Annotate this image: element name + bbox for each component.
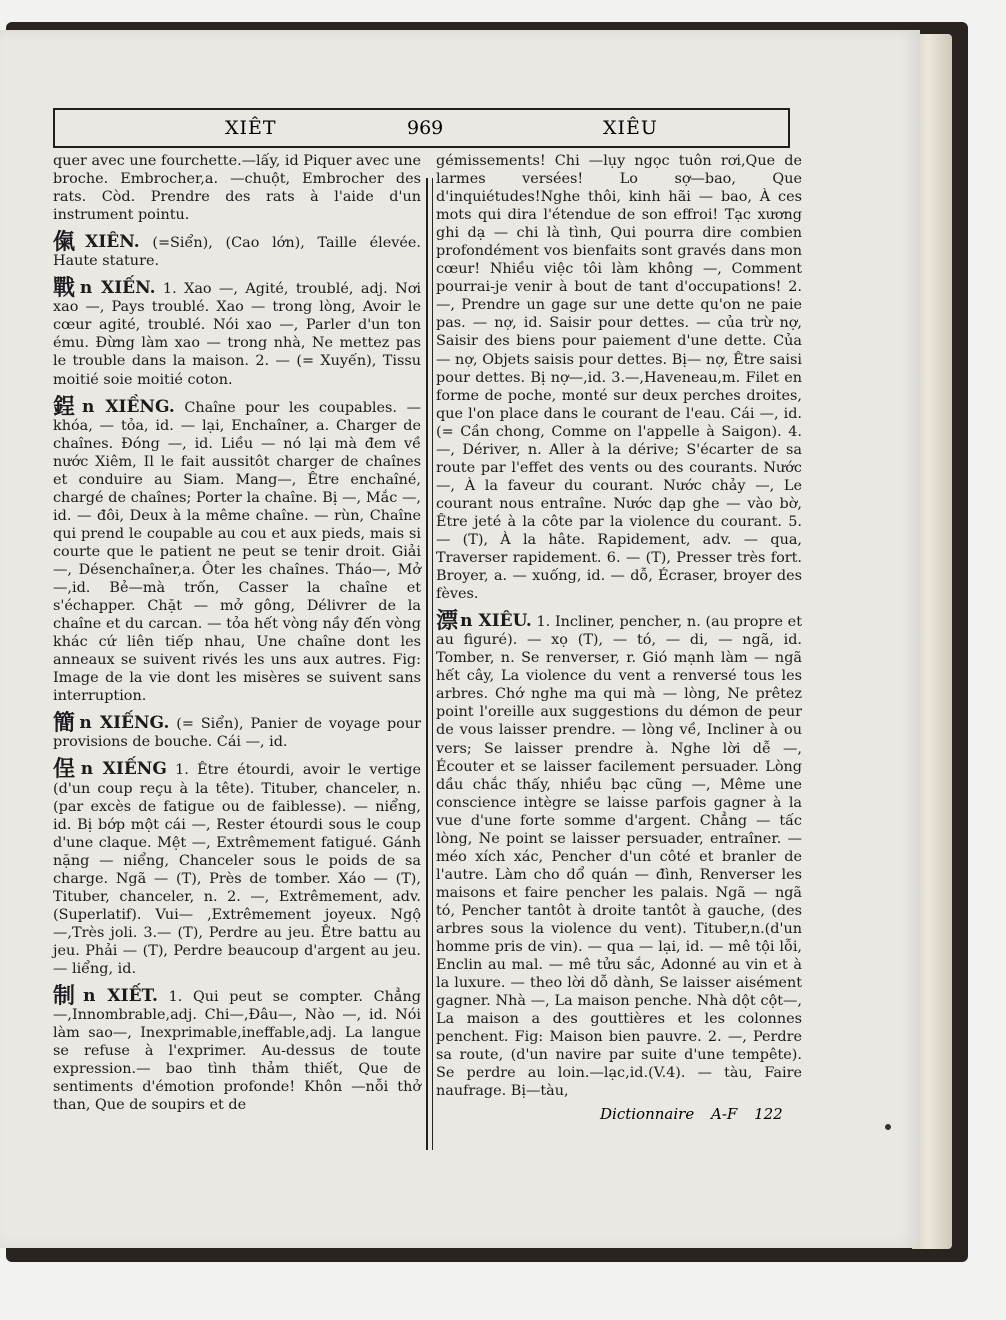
entry-definition: 1. Xao —, Agité, troublé, adj. Nơi xao —, Pays troublé. Xao — trong lòng, Avoir le cœur agité, troublé. Nói xao —, Parler d'un ton ému. Đừng làm xao — trong nhà, Ne mettez pas le trouble dans la maison. 2. — (= Xuyến), Tissu moitié soie moitié coton. (53, 281, 421, 388)
headword: n XIẾNG (80, 759, 167, 780)
dictionary-entry (53, 756, 421, 978)
dictionary-entry (53, 275, 421, 388)
chinese-character: 簡 (53, 710, 78, 737)
headword: n XIỀNG. (82, 396, 175, 417)
right-column (436, 152, 802, 1100)
entry-definition: 1. Incliner, pencher, n. (au propre et au figuré). — xọ (T), — tó, — di, — ngã, id. Tomber, n. Se renverser, r. Gió mạnh làm — ngã hết cây, La violence du vent a renversé tous les arbres. Chớ nghe ma qui mà — lòng, Ne prêtez point l'oreille aux suggestions du démon de peur de vous laisser prendre. — lòng về, Incliner à ou vers; Se laisser prendre à. Nghe lời dễ —, Écouter et se laisser facilement persuader. Lòng dầu chắc thấy, nhiều bạc cũng —, Même une conscience intègre se laisse parfois gagner à la vue d'une forte somme d'argent. Chẳng — tấc lòng, Ne point se laisser persuader, entraîner. — méo xích xác, Pencher d'un côté et branler de l'autre. Làm cho dổ quán — đình, Renverser les maisons et faire pencher les palais. Ngã — ngã tó, Pencher tantôt à droite tantôt à gauche, (des arbres sous la violence du vent). Tituber,n.(d'un homme pris de vin). — qua — lại, id. — mê tội lỗi, Enclin au mal. — mê tửu sắc, Adonné au vin et à la luxure. — theo lời dỗ dành, Se laisser aisément gagner. Nhà —, La maison penche. Nhà dột cột—, La maison a des gouttières et les colonnes penchent. Fig: Maison bien pauvre. 2. —, Perdre sa route, (d'un navire par suite d'une tempête). Se perdre au loin.—lạc,id.(V.4). — tàu, Faire naufrage. Bị—tàu, (436, 614, 802, 1100)
paper-speck (885, 1124, 891, 1130)
chinese-character: 制 (53, 983, 82, 1010)
headword: n XIẾT. (83, 986, 158, 1007)
footer-sheet-number: 122 (754, 1105, 783, 1123)
page-header (53, 108, 790, 148)
left-column (53, 152, 421, 1114)
chinese-character: 㑶 (53, 229, 84, 256)
headword: n XIÊU. (460, 611, 532, 632)
dictionary-entry (53, 229, 421, 270)
dictionary-entry (53, 983, 421, 1114)
page-footer (600, 1105, 795, 1123)
headword: n XIẾNG. (79, 713, 170, 734)
chinese-character: 鋥 (53, 393, 81, 420)
dictionary-entry (53, 710, 421, 751)
page-number: 969 (407, 117, 444, 139)
dictionary-entry (436, 608, 802, 1100)
column-divider-thick (426, 178, 428, 1150)
chinese-character: 侱 (53, 756, 79, 783)
chinese-character: 漂 (436, 608, 459, 635)
entry-definition: (=Siển), (Cao lớn), Taille élevée. Haute stature. (53, 235, 421, 270)
entry-definition: 1. Qui peut se compter. Chẳng —,Innombrable,adj. Chi—,Đâu—, Nào —, id. Nói làm sao—, Inexprimable,ineffable,adj. La langue se refuse à l'exprimer. Au-dessus de toute expression.— bao tình thảm thiết, Que de sentiments d'émotion profonde! Khôn —nỗi thở than, Que de soupirs et de (53, 989, 421, 1114)
entry-definition: gémissements! Chi —lụy ngọc tuôn rơi,Que de larmes versées! Lo sợ—bao, Que d'inquiétudes!Nghe thôi, kinh hãi — bao, À ces mots qui dira l'étendue de son effroi! Tạc xương ghi dạ — chi là tình, Qui pourra dire combien profondément vos bienfaits sont gravés dans mon cœur! Nhiều việc tôi làm không —, Comment pourrai-je venir à bout de tant d'occupations! 2. —, Prendre un gage sur une dette qu'on ne paie pas. — nợ, id. Saisir pour dettes. — của trừ nợ, Saisir des biens pour paiement d'une dette. Của — nợ, Objets saisis pour dettes. Bị— nợ, Être saisi pour dettes. Bị nợ—,id. 3.—,Haveneau,m. Filet en forme de poche, monté sur deux perches droites, que l'on place dans le courant de l'eau. Cái —, id. (= Cần chong, Comme on l'appelle à Saigon). 4. —, Dériver, n. Aller à la dérive; S'écarter de sa route par l'effet des vents ou des courants. Nước—, À la faveur du courant. Nước chảy —, Le courant nous entraîne. Nước dạp ghe — vào bờ, Être jeté à la côte par la violence du courant. 5. — (T), À la hâte. Rapidement, adv. — qua, Traverser rapidement. 6. — (T), Presser très fort. Broyer, a. — xuống, id. — dỗ, Écraser, broyer des fèves. (436, 153, 802, 603)
chinese-character: 戰 (53, 275, 78, 302)
continued-entry-text (53, 152, 421, 224)
continued-entry-text (436, 152, 802, 603)
dictionary-entry (53, 393, 421, 706)
headword: n XIẾN. (79, 278, 156, 299)
header-left-guide-word: XIÊT (225, 117, 277, 139)
header-right-guide-word: XIÊU (603, 117, 658, 139)
entry-definition: 1. Être étourdi, avoir le vertige (d'un coup reçu à la tête). Tituber, chanceler, n. (par excès de fatigue ou de faiblesse). — niểng, id. Bị bớp một cái —, Rester étourdi sous le coup d'une claque. Mệt —, Extrêmement fatigué. Gánh nặng — niểng, Chanceler sous le poids de sa charge. Ngã — (T), Près de tomber. Xáo — (T), Tituber, chanceler, n. 2. —, Extrêmement, adv. (Superlatif). Vui— ,Extrêmement joyeux. Ngộ—,Très joli. 3.— (T), Perdre au jeu. Être battu au jeu. Phải — (T), Perdre beaucoup d'argent au jeu. — liểng, id. (53, 762, 421, 977)
column-divider-thin (432, 178, 433, 1150)
entry-definition: Chaîne pour les coupables. — khóa, — tỏa, id. — lại, Enchaîner, a. Charger de chaînes. Đóng —, id. Liều — nó lại mà đem về nước Xiêm, Il le fait aussitôt charger de chaînes et conduire au Siam. Mang—, Être enchaîné, chargé de chaînes; Porter la chaîne. Bị —, Mắc —, id. — đôi, Deux à la même chaîne. — rùn, Chaîne qui prend le coupable au cou et aux pieds, mais si courte que le patient ne peut se tenir droit. Giải —, Désenchaîner,a. Ôter les chaînes. Tháo—, Mở—,id. Bẻ—mà trốn, Casser la chaîne et s'échapper. Chặt — mở gông, Délivrer de la chaîne et du carcan. — tỏa hết vòng nầy đến vòng khác cứ liên tiếp nhau, Une chaîne dont les anneaux se suivent rivés les uns aux autres. Fig: Image de la vie dont les misères se suivent sans interruption. (53, 399, 421, 705)
footer-label: Dictionnaire (600, 1105, 695, 1123)
entry-definition: (= Siển), Panier de voyage pour provisions de bouche. Cái —, id. (53, 716, 421, 751)
entry-definition: quer avec une fourchette.—lấy, id Piquer avec une broche. Embrocher,a. —chuột, Embrocher des rats. Còd. Prendre des rats à l'aide d'un instrument pointu. (53, 153, 421, 224)
footer-section: A-F (710, 1105, 738, 1123)
headword: XIÊN. (85, 232, 140, 253)
